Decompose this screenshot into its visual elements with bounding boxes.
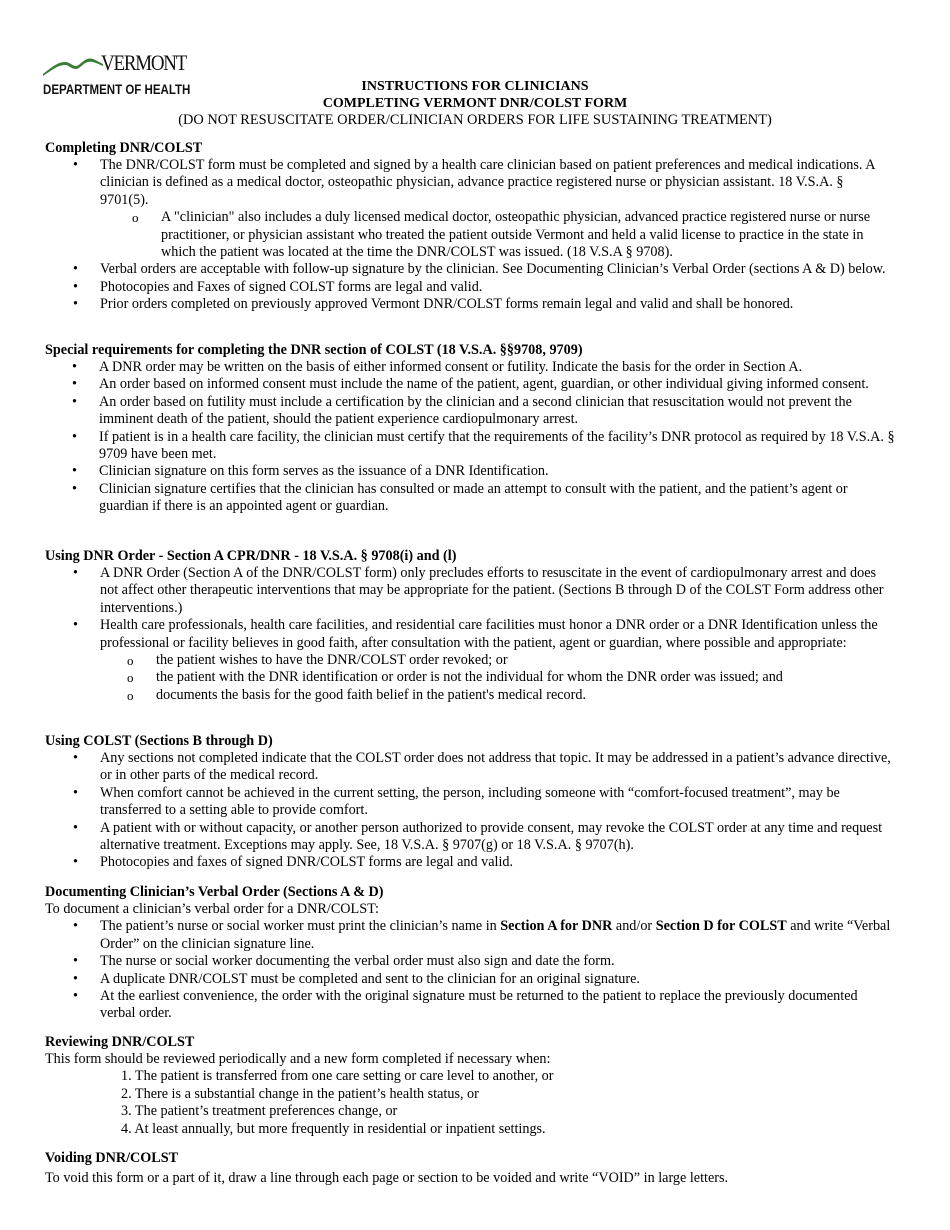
subtitle: (DO NOT RESUSCITATE ORDER/CLINICIAN ORDERS FOR LIFE SUSTAINING TREATMENT) [178, 112, 772, 128]
section-heading: Completing DNR/COLST [45, 140, 203, 156]
logo-wordmark: VERMONT [101, 50, 187, 75]
list-item: • A patient with or without capacity, or another person authorized to provide consent, may revoke the COLST order at any time and request alternative treatment. Exceptions may apply. See, 18 V.S.A. § 9707(g) or 18 V.S.A. § 9707(h). [100, 820, 895, 855]
section-voiding [45, 1149, 895, 1187]
section-verbal-order [45, 883, 895, 1023]
bullet-list [45, 750, 895, 872]
sub-list-item: o the patient wishes to have the DNR/COLST order revoked; or [156, 652, 895, 669]
mountain-logo-icon [43, 52, 105, 78]
list-item [100, 617, 895, 704]
list-item: • Clinician signature certifies that the clinician has consulted or made an attempt to consult with the patient, and the patient’s agent or guardian if there is an appointed agent or guardian. [99, 481, 895, 516]
list-item: • A DNR Order (Section A of the DNR/COLST form) only precludes efforts to resuscitate in the event of cardiopulmonary arrest and does not affect other therapeutic interventions that may be appropriate for the patient. (Sections B through D of the COLST Form address other interventions.) [100, 565, 895, 617]
section-heading: Reviewing DNR/COLST [45, 1034, 195, 1050]
list-item: • An order based on futility must include a certification by the clinician and a second clinician that resuscitation would not prevent the imminent death of the patient, should the patient experience cardiopulmonary arrest. [99, 394, 895, 429]
list-item: • Prior orders completed on previously approved Vermont DNR/COLST forms remain legal and valid and shall be honored. [100, 296, 895, 313]
sub-list-item: o the patient with the DNR identification or order is not the individual for whom the DNR order was issued; and [156, 669, 895, 686]
list-item: 3. The patient’s treatment preferences change, or [121, 1103, 398, 1120]
section-intro: This form should be reviewed periodically and a new form completed if necessary when: [45, 1051, 551, 1067]
text-run-bold: Section A for DNR [500, 918, 613, 935]
section-reviewing [45, 1033, 895, 1138]
list-item: 2. There is a substantial change in the patient’s health status, or [121, 1085, 479, 1102]
list-item-text: Health care professionals, health care facilities, and residential care facilities must honor a DNR order or a DNR Identification unless the professional or facility believes in good faith, after consultation with the patient, agent or guardian, where possible and appropriate: [100, 617, 878, 651]
list-item: • A DNR order may be written on the basis of either informed consent or futility. Indicate the basis for the order in Section A. [99, 359, 895, 376]
section-heading: Using DNR Order - Section A CPR/DNR - 18 V.S.A. § 9708(i) and (l) [45, 548, 457, 564]
list-item [100, 157, 895, 261]
numbered-list [45, 1068, 895, 1138]
list-item: • Photocopies and faxes of signed DNR/COLST forms are legal and valid. [100, 854, 895, 871]
list-item [100, 918, 895, 953]
section-text: To void this form or a part of it, draw a line through each page or section to be voided and write “VOID” in large letters. [45, 1170, 729, 1186]
list-item: • Verbal orders are acceptable with follow-up signature by the clinician. See Documenting Clinician’s Verbal Order (sections A & D) below. [100, 261, 895, 278]
bullet-list [45, 918, 895, 1022]
section-heading: Using COLST (Sections B through D) [45, 733, 273, 749]
bullet-list [45, 359, 895, 516]
list-item: • A duplicate DNR/COLST must be completed and sent to the clinician for an original signature. [100, 971, 895, 988]
sub-list-item: o A "clinician" also includes a duly licensed medical doctor, osteopathic physician, advanced practice registered nurse or nurse practitioner, or physician assistant who treated the patient outside Vermont and held a valid license to practice in the state in which the patient was located at the time the DNR/COLST was issued. (18 V.S.A § 9708). [161, 209, 895, 261]
section-special-requirements [45, 341, 895, 516]
text-run: The patient’s nurse or social worker must print the clinician’s name in [100, 918, 501, 935]
list-item: • Clinician signature on this form serves as the issuance of a DNR Identification. [99, 463, 895, 480]
sub-list-item: o documents the basis for the good faith belief in the patient's medical record. [156, 687, 895, 704]
list-item: • The nurse or social worker documenting the verbal order must also sign and date the form. [100, 953, 895, 970]
list-item-text: The DNR/COLST form must be completed and signed by a health care clinician based on patient preferences and medical indications. A clinician is defined as a medical doctor, osteopathic physician, advance practice registered nurse or physician assistant. 18 V.S.A. § 9701(5). [100, 157, 875, 208]
text-run-bold: Section D for COLST [655, 918, 787, 935]
list-item: • At the earliest convenience, the order with the original signature must be returned to the patient to replace the previously documented verbal order. [100, 988, 895, 1023]
bullet-list [45, 565, 895, 704]
title-line-1: INSTRUCTIONS FOR CLINICIANS [361, 79, 589, 94]
section-intro: To document a clinician’s verbal order for a DNR/COLST: [45, 901, 379, 917]
list-item: 4. At least annually, but more frequently in residential or inpatient settings. [121, 1120, 546, 1137]
list-item: • Photocopies and Faxes of signed COLST forms are legal and valid. [100, 279, 895, 296]
list-item: • An order based on informed consent must include the name of the patient, agent, guardian, or other individual giving informed consent. [99, 376, 895, 393]
logo-department: DEPARTMENT OF HEALTH [43, 82, 191, 97]
section-heading: Voiding DNR/COLST [45, 1150, 179, 1166]
section-colst [45, 732, 895, 872]
bullet-list [45, 157, 895, 314]
section-dnr-order [45, 547, 895, 704]
title-line-2: COMPLETING VERMONT DNR/COLST FORM [322, 96, 628, 111]
text-run: and/or [612, 918, 656, 935]
list-item: • If patient is in a health care facility, the clinician must certify that the requirements of the facility’s DNR protocol as required by 18 V.S.A. § 9709 have been met. [99, 429, 895, 464]
list-item: • When comfort cannot be achieved in the current setting, the person, including someone with “comfort-focused treatment”, may be transferred to a setting able to provide comfort. [100, 785, 895, 820]
document-titles [0, 78, 950, 129]
text-run: and write “Verbal Order” on the clinician signature line. [100, 918, 891, 952]
section-heading: Documenting Clinician’s Verbal Order (Sections A & D) [45, 884, 384, 900]
sub-list [100, 209, 895, 261]
sub-list [100, 652, 895, 704]
list-item: • Any sections not completed indicate that the COLST order does not address that topic. It may be addressed in a patient’s advance directive, or in other parts of the medical record. [100, 750, 895, 785]
section-completing [45, 139, 895, 314]
section-heading: Special requirements for completing the DNR section of COLST (18 V.S.A. §§9708, 9709) [45, 342, 583, 358]
list-item: 1. The patient is transferred from one care setting or care level to another, or [121, 1068, 554, 1085]
